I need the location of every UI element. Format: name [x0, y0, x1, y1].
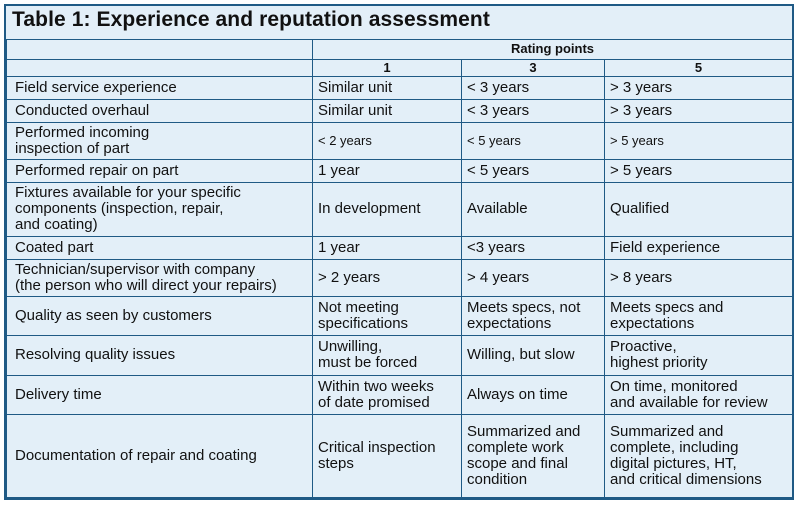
rating-5-cell: > 5 years [605, 160, 793, 183]
rating-3-cell: < 5 years [462, 160, 605, 183]
rating-3-cell: Meets specs, not expectations [462, 296, 605, 335]
rating-3-cell: < 3 years [462, 100, 605, 123]
rating-5-cell: Summarized and complete, including digital pictures, HT, and critical dimensions [605, 415, 793, 498]
header-col-1: 1 [313, 59, 462, 77]
rating-3-cell: Willing, but slow [462, 336, 605, 375]
table-row [7, 336, 793, 375]
row-label-cell: Performed incoming inspection of part [7, 122, 313, 159]
row-label-cell: Quality as seen by customers [7, 296, 313, 335]
rating-1-cell: Similar unit [313, 100, 462, 123]
rating-3-cell: > 4 years [462, 259, 605, 296]
table-row [7, 160, 793, 183]
table-title: Table 1: Experience and reputation assessment [12, 8, 490, 31]
rating-3-cell: < 3 years [462, 77, 605, 100]
rating-5-cell: > 3 years [605, 100, 793, 123]
row-label-cell: Conducted overhaul [7, 100, 313, 123]
rating-3-cell: Available [462, 182, 605, 236]
header-col-3: 3 [462, 59, 605, 77]
rating-1-cell: Not meeting specifications [313, 296, 462, 335]
row-label-cell: Coated part [7, 236, 313, 259]
table-row [7, 122, 793, 159]
rating-5-cell: Field experience [605, 236, 793, 259]
rating-1-cell: Critical inspection steps [313, 415, 462, 498]
rating-1-cell: < 2 years [313, 122, 462, 159]
header-col-5: 5 [605, 59, 793, 77]
rating-5-cell: > 8 years [605, 259, 793, 296]
rating-1-cell: Unwilling, must be forced [313, 336, 462, 375]
header-blank-cell [7, 40, 313, 60]
table-row [7, 100, 793, 123]
rating-5-cell: > 5 years [605, 122, 793, 159]
rating-1-cell: Within two weeks of date promised [313, 375, 462, 414]
row-label-cell: Documentation of repair and coating [7, 415, 313, 498]
table-row [7, 415, 793, 498]
rating-5-cell: On time, monitored and available for review [605, 375, 793, 414]
header-blank-cell [7, 59, 313, 77]
rating-5-cell: Proactive, highest priority [605, 336, 793, 375]
rating-3-cell: <3 years [462, 236, 605, 259]
table-row [7, 296, 793, 335]
rating-1-cell: 1 year [313, 160, 462, 183]
rating-3-cell: Always on time [462, 375, 605, 414]
rating-1-cell: Similar unit [313, 77, 462, 100]
table-row [7, 375, 793, 414]
rating-1-cell: In development [313, 182, 462, 236]
header-group-row [7, 40, 793, 60]
rating-5-cell: > 3 years [605, 77, 793, 100]
header-rating-points: Rating points [313, 40, 793, 60]
row-label-cell: Resolving quality issues [7, 336, 313, 375]
assessment-table [6, 39, 793, 498]
table-row [7, 182, 793, 236]
rating-3-cell: Summarized and complete work scope and final condition [462, 415, 605, 498]
rating-5-cell: Meets specs and expectations [605, 296, 793, 335]
row-label-cell: Performed repair on part [7, 160, 313, 183]
row-label-cell: Field service experience [7, 77, 313, 100]
rating-1-cell: 1 year [313, 236, 462, 259]
rating-1-cell: > 2 years [313, 259, 462, 296]
rating-3-cell: < 5 years [462, 122, 605, 159]
row-label-cell: Technician/supervisor with company (the person who will direct your repairs) [7, 259, 313, 296]
row-label-cell: Delivery time [7, 375, 313, 414]
table-row [7, 236, 793, 259]
table-panel [4, 4, 794, 500]
table-row [7, 77, 793, 100]
header-columns-row [7, 59, 793, 77]
table-row [7, 259, 793, 296]
row-label-cell: Fixtures available for your specific components (inspection, repair, and coating) [7, 182, 313, 236]
rating-5-cell: Qualified [605, 182, 793, 236]
